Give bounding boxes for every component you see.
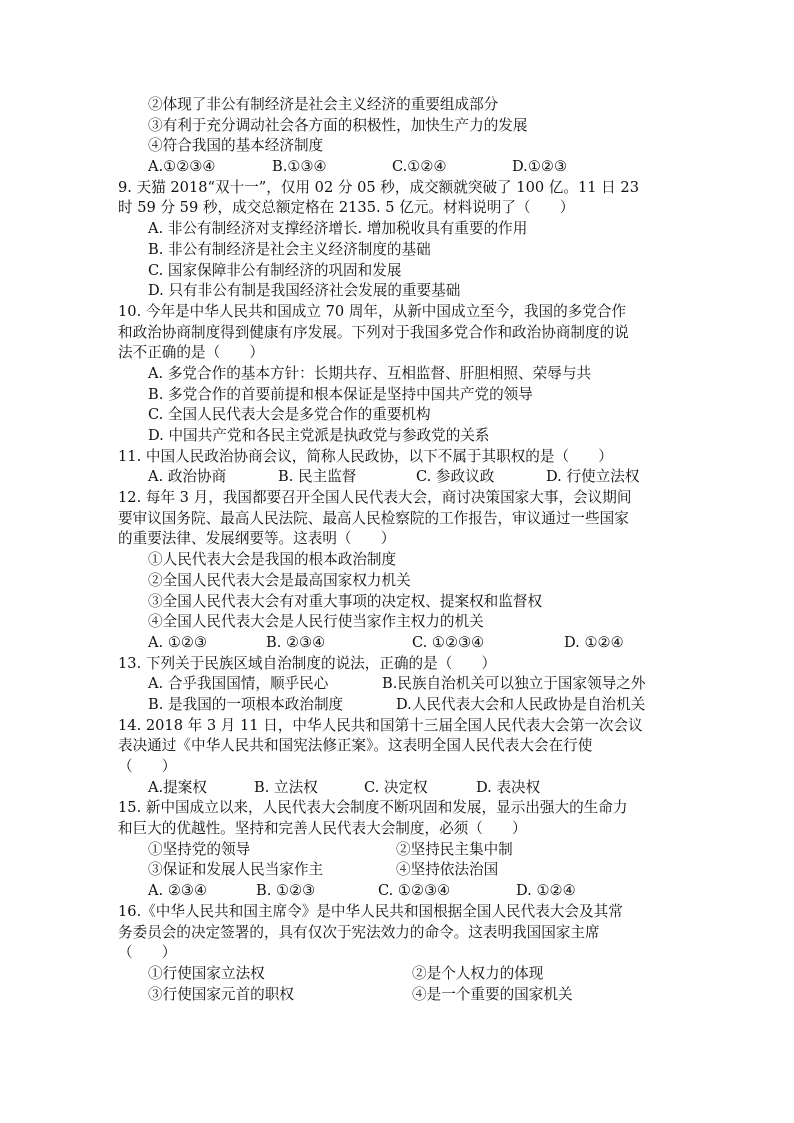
q12-stem-line-2: 要审议国务院、最高人民法院、最高人民检察院的工作报告，审议通过一些国家 — [118, 509, 629, 527]
q15-statement-4: ④坚持依法治国 — [396, 861, 499, 879]
q12-statement-3: ③全国人民代表大会有对重大事项的决定权、提案权和监督权 — [148, 592, 543, 610]
q8-statement-4: ④符合我国的基本经济制度 — [148, 137, 324, 155]
q13-stem: 13. 下列关于民族区域自治制度的说法，正确的是（ ） — [118, 654, 497, 672]
q14-stem-line-3: （ ） — [118, 758, 177, 775]
q10-choice-a: A. 多党合作的基本方针：长期共存、互相监督、肝胆相照、荣辱与共 — [148, 364, 592, 382]
q12-stem-line-1: 12. 每年 3 月，我国都要召开全国人民代表大会，商讨决策国家大事，会议期间 — [118, 489, 632, 507]
q10-stem-line-2: 和政治协商制度得到健康有序发展。下列对于我国多党合作和政治协商制度的说 — [118, 323, 629, 341]
q10-choice-d: D. 中国共产党和各民主党派是执政党与参政党的关系 — [148, 427, 490, 444]
q15-options — [118, 881, 678, 902]
q10-stem-line-3: 法不正确的是（ ） — [118, 344, 264, 362]
q8-statement-2: ②体现了非公有制经济是社会主义经济的重要组成部分 — [148, 96, 499, 113]
q15-statement-2: ②坚持民主集中制 — [396, 840, 513, 858]
q14-option-a: A.提案权 — [148, 778, 207, 796]
q13-option-c: B. 是我国的一项根本政治制度 — [148, 695, 344, 713]
q8-statement-3: ③有利于充分调动社会各方面的积极性，加快生产力的发展 — [148, 116, 528, 134]
q10-choice-c: C. 全国人民代表大会是多党合作的重要机构 — [148, 406, 431, 424]
q8-option-c: C.①②④ — [392, 158, 447, 176]
q11-stem: 11. 中国人民政治协商会议，简称人民政协，以下不属于其职权的是（ ） — [118, 447, 613, 465]
q16-statements-row-1 — [118, 964, 678, 985]
q13-options-row-2 — [118, 695, 678, 716]
q11-option-d: D. 行使立法权 — [546, 468, 640, 486]
q16-stem-line-1: 16.《中华人民共和国主席令》是中华人民共和国根据全国人民代表大会及其常 — [118, 902, 623, 920]
q16-statement-1: ①行使国家立法权 — [148, 964, 265, 982]
q12-statement-2: ②全国人民代表大会是最高国家权力机关 — [148, 571, 411, 589]
q9-choice-b: B. 非公有制经济是社会主义经济制度的基础 — [148, 240, 431, 258]
q9-stem-line-1: 9. 天猫 2018“双十一”，仅用 02 分 05 秒，成交额就突破了 100 亿。11 日 23 — [118, 178, 639, 196]
q15-statements-row-2 — [118, 860, 678, 881]
q14-options — [118, 778, 678, 799]
q14-option-b: B. 立法权 — [254, 778, 318, 796]
q13-option-a: A. 合乎我国国情，顺乎民心 — [148, 675, 329, 693]
q12-option-d: D. ①②④ — [564, 633, 624, 651]
q14-stem-line-1: 14. 2018 年 3 月 11 日，中华人民共和国第十三届全国人民代表大会第一次会议 — [118, 716, 643, 734]
q15-option-c: C. ①②③④ — [378, 882, 451, 900]
q16-statement-2: ②是个人权力的体现 — [412, 964, 544, 982]
q12-stem-line-3: 的重要法律、发展纲要等。这表明（ ） — [118, 530, 396, 548]
question-content — [118, 95, 678, 1005]
q15-statements-row-1 — [118, 840, 678, 861]
q15-stem-line-2: 和巨大的优越性。坚持和完善人民代表大会制度，必须（ ） — [118, 820, 527, 838]
q9-choice-d: D. 只有非公有制是我国经济社会发展的重要基础 — [148, 282, 461, 300]
q11-option-b: B. 民主监督 — [278, 468, 357, 486]
q9-stem-line-2: 时 59 分 59 秒，成交总额定格在 2135. 5 亿元。材料说明了（ ） — [118, 199, 575, 217]
q15-option-d: D. ①②④ — [516, 882, 576, 900]
q12-statement-1: ①人民代表大会是我国的根本政治制度 — [148, 551, 397, 569]
q15-statement-3: ③保证和发展人民当家作主 — [148, 861, 324, 879]
q11-option-c: C. 参政议政 — [416, 468, 495, 486]
q14-option-c: C. 决定权 — [364, 778, 428, 796]
q16-statement-3: ③行使国家元首的职权 — [148, 985, 294, 1003]
q8-option-b: B.①③④ — [272, 158, 327, 176]
q13-option-b: B.民族自治机关可以独立于国家领导之外 — [382, 675, 646, 693]
q15-statement-1: ①坚持党的领导 — [148, 840, 251, 858]
q12-option-b: B. ②③④ — [266, 633, 326, 651]
q10-choice-b: B. 多党合作的首要前提和根本保证是坚持中国共产党的领导 — [148, 385, 533, 403]
q14-option-d: D. 表决权 — [476, 778, 541, 796]
q8-option-a: A.①②③④ — [148, 158, 216, 176]
q8-options — [118, 157, 678, 178]
q10-stem-line-1: 10. 今年是中华人民共和国成立 70 周年，从新中国成立至今，我国的多党合作 — [118, 302, 627, 320]
q9-choice-c: C. 国家保障非公有制经济的巩固和发展 — [148, 261, 402, 279]
q16-stem-line-3: （ ） — [118, 944, 177, 962]
q11-option-a: A. 政治协商 — [148, 468, 227, 486]
q15-option-a: A. ②③④ — [148, 882, 208, 900]
q12-options — [118, 633, 678, 654]
q12-option-c: C. ①②③④ — [412, 633, 485, 651]
q9-choice-a: A. 非公有制经济对支撑经济增长. 增加税收具有重要的作用 — [148, 220, 528, 238]
q16-statements-row-2 — [118, 985, 678, 1006]
q16-statement-4: ④是一个重要的国家机关 — [412, 985, 573, 1003]
q8-option-d: D.①②③ — [512, 158, 568, 176]
q15-option-b: B. ①②③ — [256, 882, 316, 900]
q14-stem-line-2: 表决通过《中华人民共和国宪法修正案》。这表明全国人民代表大会在行使 — [118, 737, 593, 755]
q11-options — [118, 467, 678, 488]
q16-stem-line-2: 务委员会的决定签署的，具有仅次于宪法效力的命令。这表明我国国家主席 — [118, 923, 600, 941]
q15-stem-line-1: 15. 新中国成立以来，人民代表大会制度不断巩固和发展，显示出强大的生命力 — [118, 799, 628, 817]
q13-option-d: D.人民代表大会和人民政协是自治机关 — [396, 695, 646, 713]
q12-statement-4: ④全国人民代表大会是人民行使当家作主权力的机关 — [148, 613, 484, 631]
q13-options-row-1 — [118, 674, 678, 695]
q12-option-a: A. ①②③ — [148, 633, 208, 651]
